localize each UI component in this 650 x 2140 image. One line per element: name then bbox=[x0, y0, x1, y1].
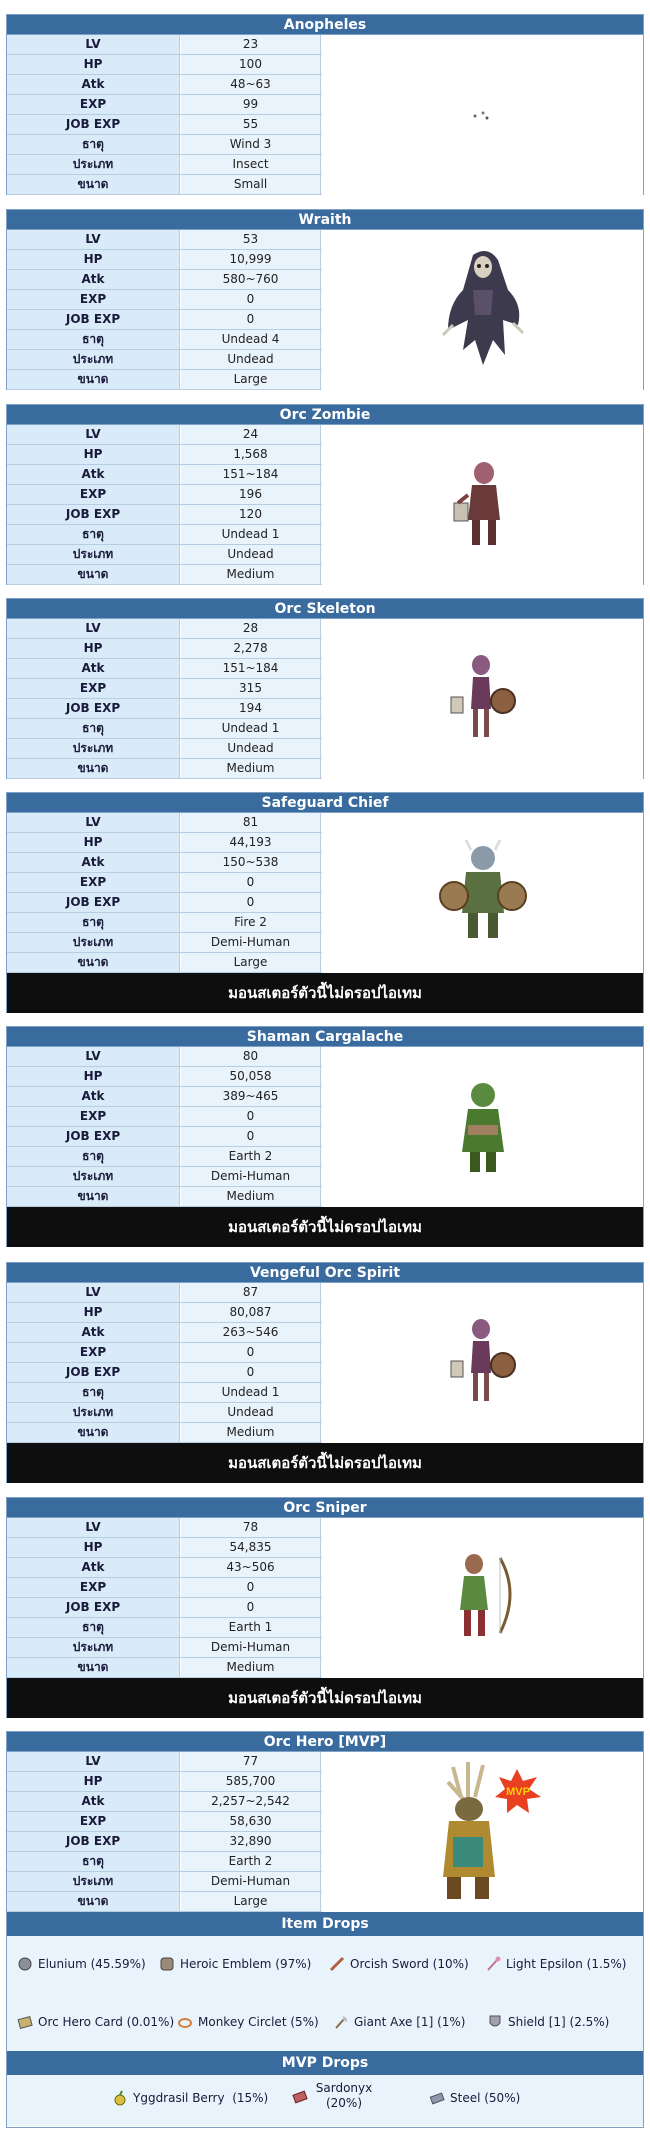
stat-row-atk: Atk 580~760 bbox=[7, 270, 643, 290]
monster-sprite bbox=[322, 619, 643, 779]
stat-row-lv: LV 28 bbox=[7, 619, 643, 639]
stat-row-job-exp: JOB EXP 120 bbox=[7, 505, 643, 525]
stat-row-race: ประเภท Insect bbox=[7, 155, 643, 175]
stat-row-job-exp: JOB EXP 0 bbox=[7, 310, 643, 330]
stat-row-atk: Atk 151~184 bbox=[7, 465, 643, 485]
stat-row-race: ประเภท Undead bbox=[7, 350, 643, 370]
drop-item[interactable]: Monkey Circlet (5%) bbox=[177, 2014, 319, 2030]
shield-icon bbox=[487, 2014, 503, 2030]
monster-name: Anopheles bbox=[7, 15, 643, 35]
stat-row-hp: HP 50,058 bbox=[7, 1067, 643, 1087]
monster-sprite bbox=[322, 1752, 643, 1912]
monster-name: Orc Skeleton bbox=[7, 599, 643, 619]
stat-row-hp: HP 10,999 bbox=[7, 250, 643, 270]
sword-icon bbox=[329, 1956, 345, 1972]
stat-row-size: ขนาด Medium bbox=[7, 1423, 643, 1443]
stat-row-exp: EXP 0 bbox=[7, 1578, 643, 1598]
stat-row-lv: LV 80 bbox=[7, 1047, 643, 1067]
monster-card-wraith bbox=[6, 209, 644, 390]
mvp-drop-item[interactable]: Steel (50%) bbox=[429, 2090, 520, 2106]
monster-name: Orc Sniper bbox=[7, 1498, 643, 1518]
stat-row-exp: EXP 0 bbox=[7, 873, 643, 893]
stat-row-exp: EXP 0 bbox=[7, 1343, 643, 1363]
axe-icon bbox=[333, 2014, 349, 2030]
stat-row-element: ธาตุ Earth 2 bbox=[7, 1147, 643, 1167]
stat-row-size: ขนาด Small bbox=[7, 175, 643, 195]
monster-sprite bbox=[322, 425, 643, 585]
stat-row-element: ธาตุ Fire 2 bbox=[7, 913, 643, 933]
stat-row-exp: EXP 0 bbox=[7, 1107, 643, 1127]
stat-row-lv: LV 53 bbox=[7, 230, 643, 250]
monster-name: Safeguard Chief bbox=[7, 793, 643, 813]
monster-sprite bbox=[322, 1518, 643, 1678]
monster-card-vengeful-orc-spirit bbox=[6, 1262, 644, 1483]
drop-item[interactable]: Shield [1] (2.5%) bbox=[487, 2014, 609, 2030]
item-drops-header: Item Drops bbox=[7, 1912, 643, 1936]
drop-item[interactable]: Light Epsilon (1.5%) bbox=[485, 1956, 627, 1972]
stat-row-hp: HP 44,193 bbox=[7, 833, 643, 853]
mvp-badge: MVP bbox=[505, 1786, 530, 1798]
orc-sniper-icon bbox=[438, 1548, 528, 1648]
stat-row-exp: EXP 196 bbox=[7, 485, 643, 505]
monster-sprite bbox=[322, 230, 643, 390]
no-drop-notice: มอนสเตอร์ตัวนี้ไม่ดรอปไอเทม bbox=[7, 1678, 643, 1718]
drop-item[interactable]: Giant Axe [1] (1%) bbox=[333, 2014, 465, 2030]
mosquito-icon bbox=[463, 105, 503, 125]
orc-spirit-icon bbox=[443, 1313, 523, 1413]
stat-row-size: ขนาด Large bbox=[7, 1892, 643, 1912]
stat-row-race: ประเภท Demi-Human bbox=[7, 1638, 643, 1658]
stat-row-atk: Atk 150~538 bbox=[7, 853, 643, 873]
mvp-drop-item[interactable]: Yggdrasil Berry (15%) bbox=[112, 2090, 268, 2106]
stat-row-race: ประเภท Undead bbox=[7, 1403, 643, 1423]
stat-row-atk: Atk 389~465 bbox=[7, 1087, 643, 1107]
monster-card-shaman-cargalache bbox=[6, 1026, 644, 1247]
stat-row-element: ธาตุ Earth 2 bbox=[7, 1852, 643, 1872]
stat-row-size: ขนาด Large bbox=[7, 370, 643, 390]
stat-row-atk: Atk 48~63 bbox=[7, 75, 643, 95]
monster-card-safeguard-chief bbox=[6, 792, 644, 1013]
stat-row-exp: EXP 0 bbox=[7, 290, 643, 310]
stat-row-exp: EXP 58,630 bbox=[7, 1812, 643, 1832]
monster-sprite bbox=[322, 1047, 643, 1207]
monster-sprite bbox=[322, 35, 643, 195]
stat-row-atk: Atk 43~506 bbox=[7, 1558, 643, 1578]
stat-row-atk: Atk 151~184 bbox=[7, 659, 643, 679]
stat-row-size: ขนาด Large bbox=[7, 953, 643, 973]
stat-row-lv: LV 24 bbox=[7, 425, 643, 445]
stat-row-size: ขนาด Medium bbox=[7, 759, 643, 779]
stat-row-element: ธาตุ Earth 1 bbox=[7, 1618, 643, 1638]
safeguard-chief-icon bbox=[438, 838, 528, 948]
stat-row-size: ขนาด Medium bbox=[7, 565, 643, 585]
monster-card-orc-zombie bbox=[6, 404, 644, 585]
stat-row-element: ธาตุ Undead 1 bbox=[7, 1383, 643, 1403]
card-icon bbox=[17, 2014, 33, 2030]
berry-icon bbox=[112, 2090, 128, 2106]
stat-row-job-exp: JOB EXP 0 bbox=[7, 1363, 643, 1383]
stat-row-lv: LV 78 bbox=[7, 1518, 643, 1538]
wraith-icon bbox=[433, 245, 533, 375]
stat-row-lv: LV 81 bbox=[7, 813, 643, 833]
gem-icon bbox=[292, 2088, 308, 2104]
no-drop-notice: มอนสเตอร์ตัวนี้ไม่ดรอปไอเทม bbox=[7, 1207, 643, 1247]
stat-row-atk: Atk 2,257~2,542 bbox=[7, 1792, 643, 1812]
item-drops-list bbox=[7, 1936, 643, 2051]
monster-card-orc-hero bbox=[6, 1731, 644, 2128]
no-drop-notice: มอนสเตอร์ตัวนี้ไม่ดรอปไอเทม bbox=[7, 973, 643, 1013]
stat-row-hp: HP 585,700 bbox=[7, 1772, 643, 1792]
monster-name: Wraith bbox=[7, 210, 643, 230]
drop-item[interactable]: Orc Hero Card (0.01%) bbox=[17, 2014, 174, 2030]
stat-row-job-exp: JOB EXP 55 bbox=[7, 115, 643, 135]
stat-row-hp: HP 100 bbox=[7, 55, 643, 75]
stat-row-element: ธาตุ Wind 3 bbox=[7, 135, 643, 155]
drop-item[interactable]: Elunium (45.59%) bbox=[17, 1956, 146, 1972]
stat-row-hp: HP 80,087 bbox=[7, 1303, 643, 1323]
stat-row-race: ประเภท Demi-Human bbox=[7, 1872, 643, 1892]
stat-row-atk: Atk 263~546 bbox=[7, 1323, 643, 1343]
stat-row-job-exp: JOB EXP 0 bbox=[7, 1598, 643, 1618]
stat-row-size: ขนาด Medium bbox=[7, 1658, 643, 1678]
drop-item[interactable]: Heroic Emblem (97%) bbox=[159, 1956, 311, 1972]
monster-card-anopheles bbox=[6, 14, 644, 195]
circlet-icon bbox=[177, 2014, 193, 2030]
mvp-drops-header: MVP Drops bbox=[7, 2051, 643, 2075]
steel-icon bbox=[429, 2090, 445, 2106]
monster-sprite bbox=[322, 813, 643, 973]
monster-card-orc-sniper bbox=[6, 1497, 644, 1718]
elunium-icon bbox=[17, 1956, 33, 1972]
monster-sprite bbox=[322, 1283, 643, 1443]
stat-row-job-exp: JOB EXP 0 bbox=[7, 893, 643, 913]
stat-row-lv: LV 77 bbox=[7, 1752, 643, 1772]
stat-row-hp: HP 1,568 bbox=[7, 445, 643, 465]
stat-row-race: ประเภท Demi-Human bbox=[7, 1167, 643, 1187]
monster-name: Vengeful Orc Spirit bbox=[7, 1263, 643, 1283]
mvp-drops-list bbox=[7, 2075, 643, 2126]
stat-row-job-exp: JOB EXP 32,890 bbox=[7, 1832, 643, 1852]
stat-row-lv: LV 23 bbox=[7, 35, 643, 55]
staff-icon bbox=[485, 1956, 501, 1972]
stat-row-hp: HP 2,278 bbox=[7, 639, 643, 659]
monster-name: Orc Hero [MVP] bbox=[7, 1732, 643, 1752]
stat-row-size: ขนาด Medium bbox=[7, 1187, 643, 1207]
mvp-drop-item[interactable]: Sardonyx (20%) bbox=[292, 2081, 375, 2111]
monster-card-orc-skeleton bbox=[6, 598, 644, 779]
stat-row-hp: HP 54,835 bbox=[7, 1538, 643, 1558]
monster-name: Orc Zombie bbox=[7, 405, 643, 425]
stat-row-element: ธาตุ Undead 1 bbox=[7, 719, 643, 739]
orc-skeleton-icon bbox=[443, 649, 523, 749]
drop-item[interactable]: Orcish Sword (10%) bbox=[329, 1956, 469, 1972]
stat-row-job-exp: JOB EXP 194 bbox=[7, 699, 643, 719]
emblem-icon bbox=[159, 1956, 175, 1972]
stat-row-element: ธาตุ Undead 4 bbox=[7, 330, 643, 350]
shaman-icon bbox=[448, 1077, 518, 1177]
stat-row-race: ประเภท Undead bbox=[7, 545, 643, 565]
orc-hero-icon bbox=[413, 1757, 553, 1907]
stat-row-lv: LV 87 bbox=[7, 1283, 643, 1303]
stat-row-race: ประเภท Undead bbox=[7, 739, 643, 759]
stat-row-job-exp: JOB EXP 0 bbox=[7, 1127, 643, 1147]
orc-zombie-icon bbox=[448, 455, 518, 555]
stat-row-element: ธาตุ Undead 1 bbox=[7, 525, 643, 545]
stat-row-exp: EXP 315 bbox=[7, 679, 643, 699]
stat-row-exp: EXP 99 bbox=[7, 95, 643, 115]
monster-name: Shaman Cargalache bbox=[7, 1027, 643, 1047]
stat-row-race: ประเภท Demi-Human bbox=[7, 933, 643, 953]
no-drop-notice: มอนสเตอร์ตัวนี้ไม่ดรอปไอเทม bbox=[7, 1443, 643, 1483]
